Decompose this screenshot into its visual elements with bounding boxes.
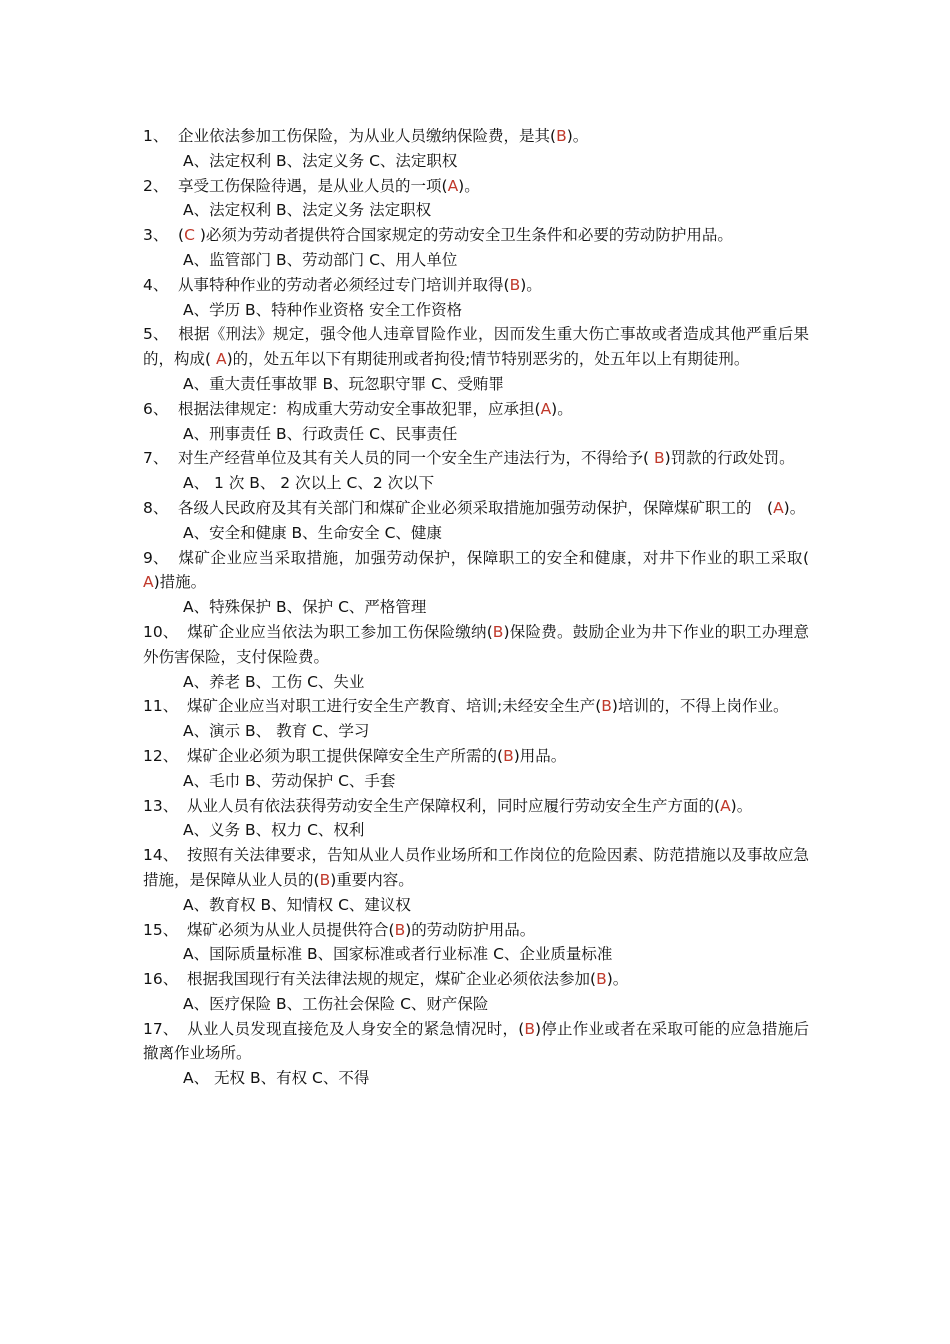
answer-letter: C: [184, 226, 195, 245]
question-stem: 煤矿企业应当依法为职工参加工伤保险缴纳(: [187, 622, 493, 641]
question-stem-end: )的，处五年以下有期徒刑或者拘役;情节特别恶劣的，处五年以上有期徒刑。: [226, 350, 750, 369]
question-text: [143, 967, 809, 992]
question-item: [143, 446, 809, 496]
question-item: [143, 546, 809, 620]
question-item: [143, 124, 809, 174]
answer-options: A、国际质量标准 B、国家标准或者行业标准 C、企业质量标准: [183, 945, 613, 964]
question-number: 10、: [143, 622, 179, 641]
question-stem: 煤矿企业应当对职工进行安全生产教育、培训;未经安全生产(: [187, 697, 602, 716]
answer-letter: A: [215, 350, 227, 369]
question-text: [143, 223, 809, 248]
question-item: [143, 496, 809, 546]
question-stem-end: )。: [783, 498, 806, 517]
question-number: 5、: [143, 325, 169, 344]
question-number: 16、: [143, 970, 179, 989]
question-text: [143, 794, 809, 819]
answer-letter: A: [143, 573, 154, 592]
answer-letter: B: [394, 920, 406, 939]
question-stem: 煤矿企业应当采取措施，加强劳动保护，保障职工的安全和健康，对井下作业的职工采取(: [178, 548, 809, 567]
question-stem: 从业人员发现直接危及人身安全的紧急情况时，(: [187, 1019, 525, 1038]
question-item: [143, 794, 809, 844]
question-number: 17、: [143, 1019, 179, 1038]
answer-letter: B: [509, 275, 521, 294]
answer-options: A、医疗保险 B、工伤社会保险 C、财产保险: [183, 994, 489, 1013]
question-item: [143, 918, 809, 968]
answer-options: A、学历 B、特种作业资格 安全工作资格: [183, 300, 463, 319]
question-number: 14、: [143, 846, 179, 865]
answer-letter: B: [601, 697, 612, 716]
question-stem-end: )。: [606, 970, 629, 989]
question-number: 15、: [143, 920, 179, 939]
question-stem-end: )。: [458, 176, 480, 195]
answer-letter: B: [503, 746, 514, 765]
question-item: [143, 174, 809, 224]
answer-options: A、安全和健康 B、生命安全 C、健康: [183, 523, 442, 542]
question-stem: 根据《刑法》规定，强令他人违章冒险作业，因而发生重大伤亡事故或者造成其他严重后果的，构成(: [143, 325, 809, 369]
answer-letter: B: [319, 870, 331, 889]
answer-options: A、监管部门 B、劳动部门 C、用人单位: [183, 250, 458, 269]
question-stem-end: )。: [520, 275, 542, 294]
question-stem: 从事特种作业的劳动者必须经过专门培训并取得(: [178, 275, 510, 294]
question-stem-end: )培训的，不得上岗作业。: [611, 697, 789, 716]
answer-letter: B: [596, 970, 607, 989]
answer-letter: B: [556, 127, 567, 145]
question-stem-end: )停止作业或者在采取可能的应急措施后撤离作业场所。: [143, 1019, 809, 1063]
question-stem: 根据法律规定：构成重大劳动安全事故犯罪，应承担(: [178, 399, 541, 418]
question-item: [143, 273, 809, 323]
question-text: [143, 620, 809, 670]
question-item: [143, 397, 809, 447]
answer-letter: A: [540, 399, 552, 418]
question-stem-end: )用品。: [513, 746, 567, 765]
question-stem-end: )必须为劳动者提供符合国家规定的劳动安全卫生条件和必要的劳动防护用品。: [194, 226, 733, 245]
question-text: [143, 546, 809, 596]
question-item: [143, 620, 809, 694]
answer-letter: A: [720, 796, 731, 815]
answer-options: A、法定权利 B、法定义务 法定职权: [183, 201, 432, 220]
question-text: [143, 124, 809, 149]
answer-letter: B: [653, 449, 665, 468]
answer-options: A、法定权利 B、法定义务 C、法定职权: [183, 151, 458, 170]
question-number: 6、: [143, 399, 169, 418]
question-stem-end: )重要内容。: [330, 870, 414, 889]
question-number: 4、: [143, 275, 169, 294]
answer-options: A、演示 B、 教育 C、学习: [183, 722, 370, 741]
question-stem: 各级人民政府及其有关部门和煤矿企业必须采取措施加强劳动保护，保障煤矿职工的 (: [178, 498, 774, 517]
question-number: 3、: [143, 226, 169, 245]
question-stem-end: )措施。: [153, 573, 207, 592]
question-text: [143, 446, 809, 471]
question-stem-end: )。: [566, 127, 589, 145]
question-number: 11、: [143, 697, 179, 716]
question-item: [143, 1017, 809, 1091]
question-number: 7、: [143, 449, 169, 468]
question-number: 2、: [143, 176, 169, 195]
question-text: [143, 694, 809, 719]
answer-options: A、特殊保护 B、保护 C、严格管理: [183, 598, 427, 617]
question-text: [143, 496, 809, 521]
question-number: 1、: [143, 127, 169, 145]
question-stem: 煤矿必须为从业人员提供符合(: [187, 920, 395, 939]
question-text: [143, 744, 809, 769]
answer-letter: B: [524, 1019, 535, 1038]
question-stem: 享受工伤保险待遇，是从业人员的一项(: [178, 176, 448, 195]
question-text: [143, 322, 809, 372]
answer-options: A、养老 B、工伤 C、失业: [183, 672, 365, 691]
question-item: [143, 322, 809, 396]
question-item: [143, 223, 809, 273]
question-number: 8、: [143, 498, 169, 517]
question-stem-end: )。: [730, 796, 753, 815]
answer-options: A、教育权 B、知情权 C、建议权: [183, 895, 411, 914]
question-stem: 煤矿企业必须为职工提供保障安全生产所需的(: [187, 746, 504, 765]
answer-options: A、刑事责任 B、行政责任 C、民事责任: [183, 424, 458, 443]
answer-letter: A: [447, 176, 459, 195]
answer-letter: A: [773, 498, 784, 517]
question-number: 12、: [143, 746, 179, 765]
question-text: [143, 843, 809, 893]
question-stem: 对生产经营单位及其有关人员的同一个安全生产违法行为，不得给予(: [178, 449, 654, 468]
question-stem: 根据我国现行有关法律法规的规定，煤矿企业必须依法参加(: [187, 970, 597, 989]
question-number: 13、: [143, 796, 179, 815]
question-item: [143, 744, 809, 794]
question-text: [143, 273, 809, 298]
document-body: [143, 124, 809, 1091]
answer-letter: B: [492, 622, 504, 641]
question-item: [143, 843, 809, 917]
answer-options: A、 无权 B、有权 C、不得: [183, 1069, 370, 1088]
question-text: [143, 1017, 809, 1067]
answer-options: A、 1 次 B、 2 次以上 C、2 次以下: [183, 474, 435, 493]
question-stem: 企业依法参加工伤保险，为从业人员缴纳保险费，是其(: [178, 127, 557, 145]
question-stem-end: )保险费。鼓励企业为井下作业的职工办理意外伤害保险，支付保险费。: [143, 622, 809, 666]
question-item: [143, 694, 809, 744]
question-item: [143, 967, 809, 1017]
question-stem-end: )。: [551, 399, 573, 418]
question-stem-end: )的劳动防护用品。: [405, 920, 536, 939]
question-text: [143, 397, 809, 422]
answer-options: A、义务 B、权力 C、权利: [183, 821, 365, 840]
question-text: [143, 918, 809, 943]
question-text: [143, 174, 809, 199]
question-stem: (: [178, 226, 185, 245]
question-stem: 从业人员有依法获得劳动安全生产保障权利，同时应履行劳动安全生产方面的(: [187, 796, 721, 815]
answer-options: A、毛巾 B、劳动保护 C、手套: [183, 771, 396, 790]
question-stem-end: )罚款的行政处罚。: [664, 449, 795, 468]
question-number: 9、: [143, 548, 169, 567]
answer-options: A、重大责任事故罪 B、玩忽职守罪 C、受贿罪: [183, 374, 504, 393]
question-stem: 按照有关法律要求，告知从业人员作业场所和工作岗位的危险因素、防范措施以及事故应急措施，是保障从业人员的(: [143, 846, 809, 889]
